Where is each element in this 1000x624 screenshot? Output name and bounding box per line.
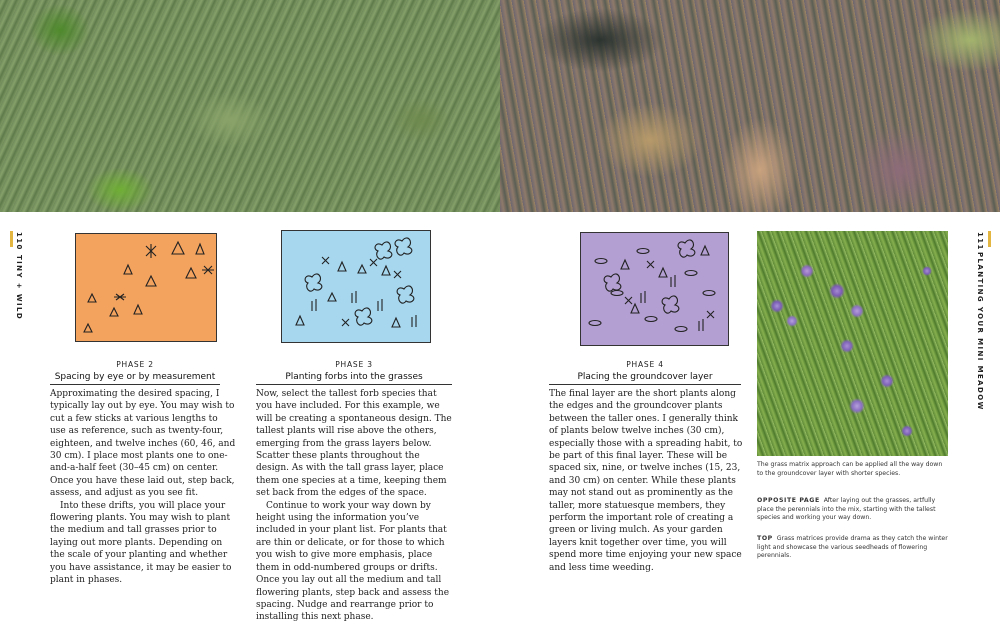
leaf-cluster-mark: [375, 242, 392, 259]
phase2-sketch-glyphs: [76, 234, 216, 341]
grass-tuft-mark: [671, 275, 675, 287]
phase4-body: [549, 388, 745, 574]
phase2-paragraph-1: Approximating the desired spacing, I typically lay out by eye. You may wish to cut a few sticks at various lengths to use as reference, such as twenty-four, eighteen, and twelve inches (60, 46, and 30 cm). I place most plants one to one-and-a-half feet (30–45 cm) on center. Once you have these laid out, step back, assess, and adjust as you see fit.: [50, 389, 236, 499]
asterisk-mark: [647, 261, 654, 268]
triangle-mark: [659, 268, 667, 277]
grass-meadow-photo: [0, 0, 500, 212]
phase2-paragraph-2: Into these drifts, you will place your flowering plants. You may wish to plant the medium and tall grasses prior to laying out more plants. Depending on the scale of your planting and whether you have assistance, it may be easier to plant in phases.: [50, 500, 232, 586]
phase3-body: [256, 388, 454, 624]
triangle-mark: [84, 324, 92, 332]
asterisk-mark: [342, 319, 349, 326]
opposite-page-label: OPPOSITE PAGE: [757, 497, 820, 504]
groundcover-mark: [703, 291, 715, 296]
right-running-title: PLANTING YOUR MINI MEADOW: [976, 252, 984, 411]
leaf-cluster-mark: [604, 274, 621, 291]
triangle-mark: [134, 305, 142, 314]
phase4-sketch-glyphs: [581, 233, 728, 345]
leaf-cluster-mark: [397, 286, 414, 303]
purple-flowers-photo: [757, 231, 948, 456]
groundcover-mark: [589, 321, 601, 326]
triangle-mark: [124, 265, 132, 274]
triangle-mark: [296, 316, 304, 325]
phase4-number: PHASE 4: [626, 360, 664, 369]
asterisk-mark: [322, 257, 329, 264]
asterisk-mark: [707, 311, 714, 318]
triangle-mark: [146, 276, 156, 286]
asterisk-mark: [370, 259, 377, 266]
grass-tuft-mark: [312, 299, 316, 311]
triangle-mark: [392, 318, 400, 327]
triangle-mark: [88, 294, 96, 302]
opposite-page-caption: [757, 497, 949, 523]
phase3-paragraph-1: Now, select the tallest forb species that you have included. For this example, we will be creating a spontaneous design. The tallest plants will rise above the others, emerging from the grass layers below. Scatter these plants throughout the design. As with the tall grass layer, place them one species at a time, keeping them set back from the edges of the space.: [256, 389, 452, 499]
asterisk-mark: [202, 266, 214, 274]
leaf-cluster-mark: [305, 274, 322, 291]
asterisk-mark: [146, 244, 156, 258]
groundcover-mark: [611, 291, 623, 296]
groundcover-mark: [675, 327, 687, 332]
left-running-title: TINY + WILD: [15, 255, 23, 321]
triangle-mark: [631, 304, 639, 313]
grass-tuft-mark: [641, 291, 645, 303]
triangle-mark: [328, 293, 336, 301]
top-label: TOP: [757, 535, 773, 542]
leaf-cluster-mark: [395, 238, 412, 255]
grass-tuft-mark: [352, 291, 356, 303]
left-folio-rule: [10, 231, 13, 247]
flower-caption: The grass matrix approach can be applied all the way down to the groundcover layer with shorter species.: [757, 461, 943, 477]
triangle-mark: [186, 268, 196, 278]
groundcover-mark: [645, 317, 657, 322]
triangle-mark: [172, 242, 184, 254]
phase3-title: Planting forbs into the grasses: [256, 372, 452, 385]
phase3-sketch-glyphs: [282, 231, 430, 342]
phase3-paragraph-2: Continue to work your way down by height using the information you’ve included in your plant list. For plants that are thin or delicate, or for those to which you wish to give more emphasis, place them in odd-numbered groups or drifts. Once you lay out all the medium and tall flowering plants, step back and assess the spacing. Nudge and rearrange prior to installing this next phase.: [256, 500, 450, 623]
phase3-number: PHASE 3: [335, 360, 373, 369]
phase4-paragraph-1: The final layer are the short plants along the edges and the groundcover plants between the taller ones. I generally think of plants below twelve inches (30 cm), especially those with a spreading habit, to be part of this final layer. These will be spaced six, nine, or twelve inches (15, 23, and 30 cm) on center. While these plants may not stand out as prominently as the taller, more statuesque members, they perform the important role of creating a green or living mulch. As your garden layers knit together over time, you will spend more time enjoying your new space and less time weeding.: [549, 389, 743, 573]
triangle-mark: [382, 266, 390, 275]
phase4-sketch: [580, 232, 729, 346]
grass-tuft-mark: [412, 315, 416, 327]
triangle-mark: [196, 244, 204, 254]
groundcover-mark: [685, 271, 697, 276]
groundcover-mark: [637, 249, 649, 254]
triangle-mark: [621, 260, 629, 269]
leaf-cluster-mark: [662, 296, 679, 313]
asterisk-mark: [114, 294, 126, 300]
opposite-page-text: After laying out the grasses, artfully place the perennials into the mix, starting with the tallest species and working your way down.: [757, 497, 936, 522]
left-folio-number: 110: [15, 232, 23, 251]
leaf-cluster-mark: [355, 308, 372, 325]
top-caption: [757, 535, 949, 561]
right-folio-number: 111: [976, 232, 984, 251]
triangle-mark: [701, 246, 709, 255]
phase2-number: PHASE 2: [116, 360, 154, 369]
phase2-body: [50, 388, 236, 587]
right-folio-rule: [988, 231, 991, 247]
seedhead-meadow-photo: [500, 0, 1000, 212]
phase2-title: Spacing by eye or by measurement: [50, 372, 220, 385]
asterisk-mark: [394, 271, 401, 278]
phase3-sketch: [281, 230, 431, 343]
phase2-sketch: [75, 233, 217, 342]
top-text: Grass matrices provide drama as they catch the winter light and showcase the various seedheads of flowering perennials.: [757, 535, 948, 560]
triangle-mark: [110, 308, 118, 316]
grass-tuft-mark: [378, 299, 382, 311]
groundcover-mark: [595, 259, 607, 264]
triangle-mark: [358, 265, 366, 273]
leaf-cluster-mark: [678, 240, 695, 257]
grass-tuft-mark: [699, 319, 703, 331]
asterisk-mark: [625, 297, 632, 304]
triangle-mark: [338, 262, 346, 271]
phase4-title: Placing the groundcover layer: [549, 372, 741, 385]
